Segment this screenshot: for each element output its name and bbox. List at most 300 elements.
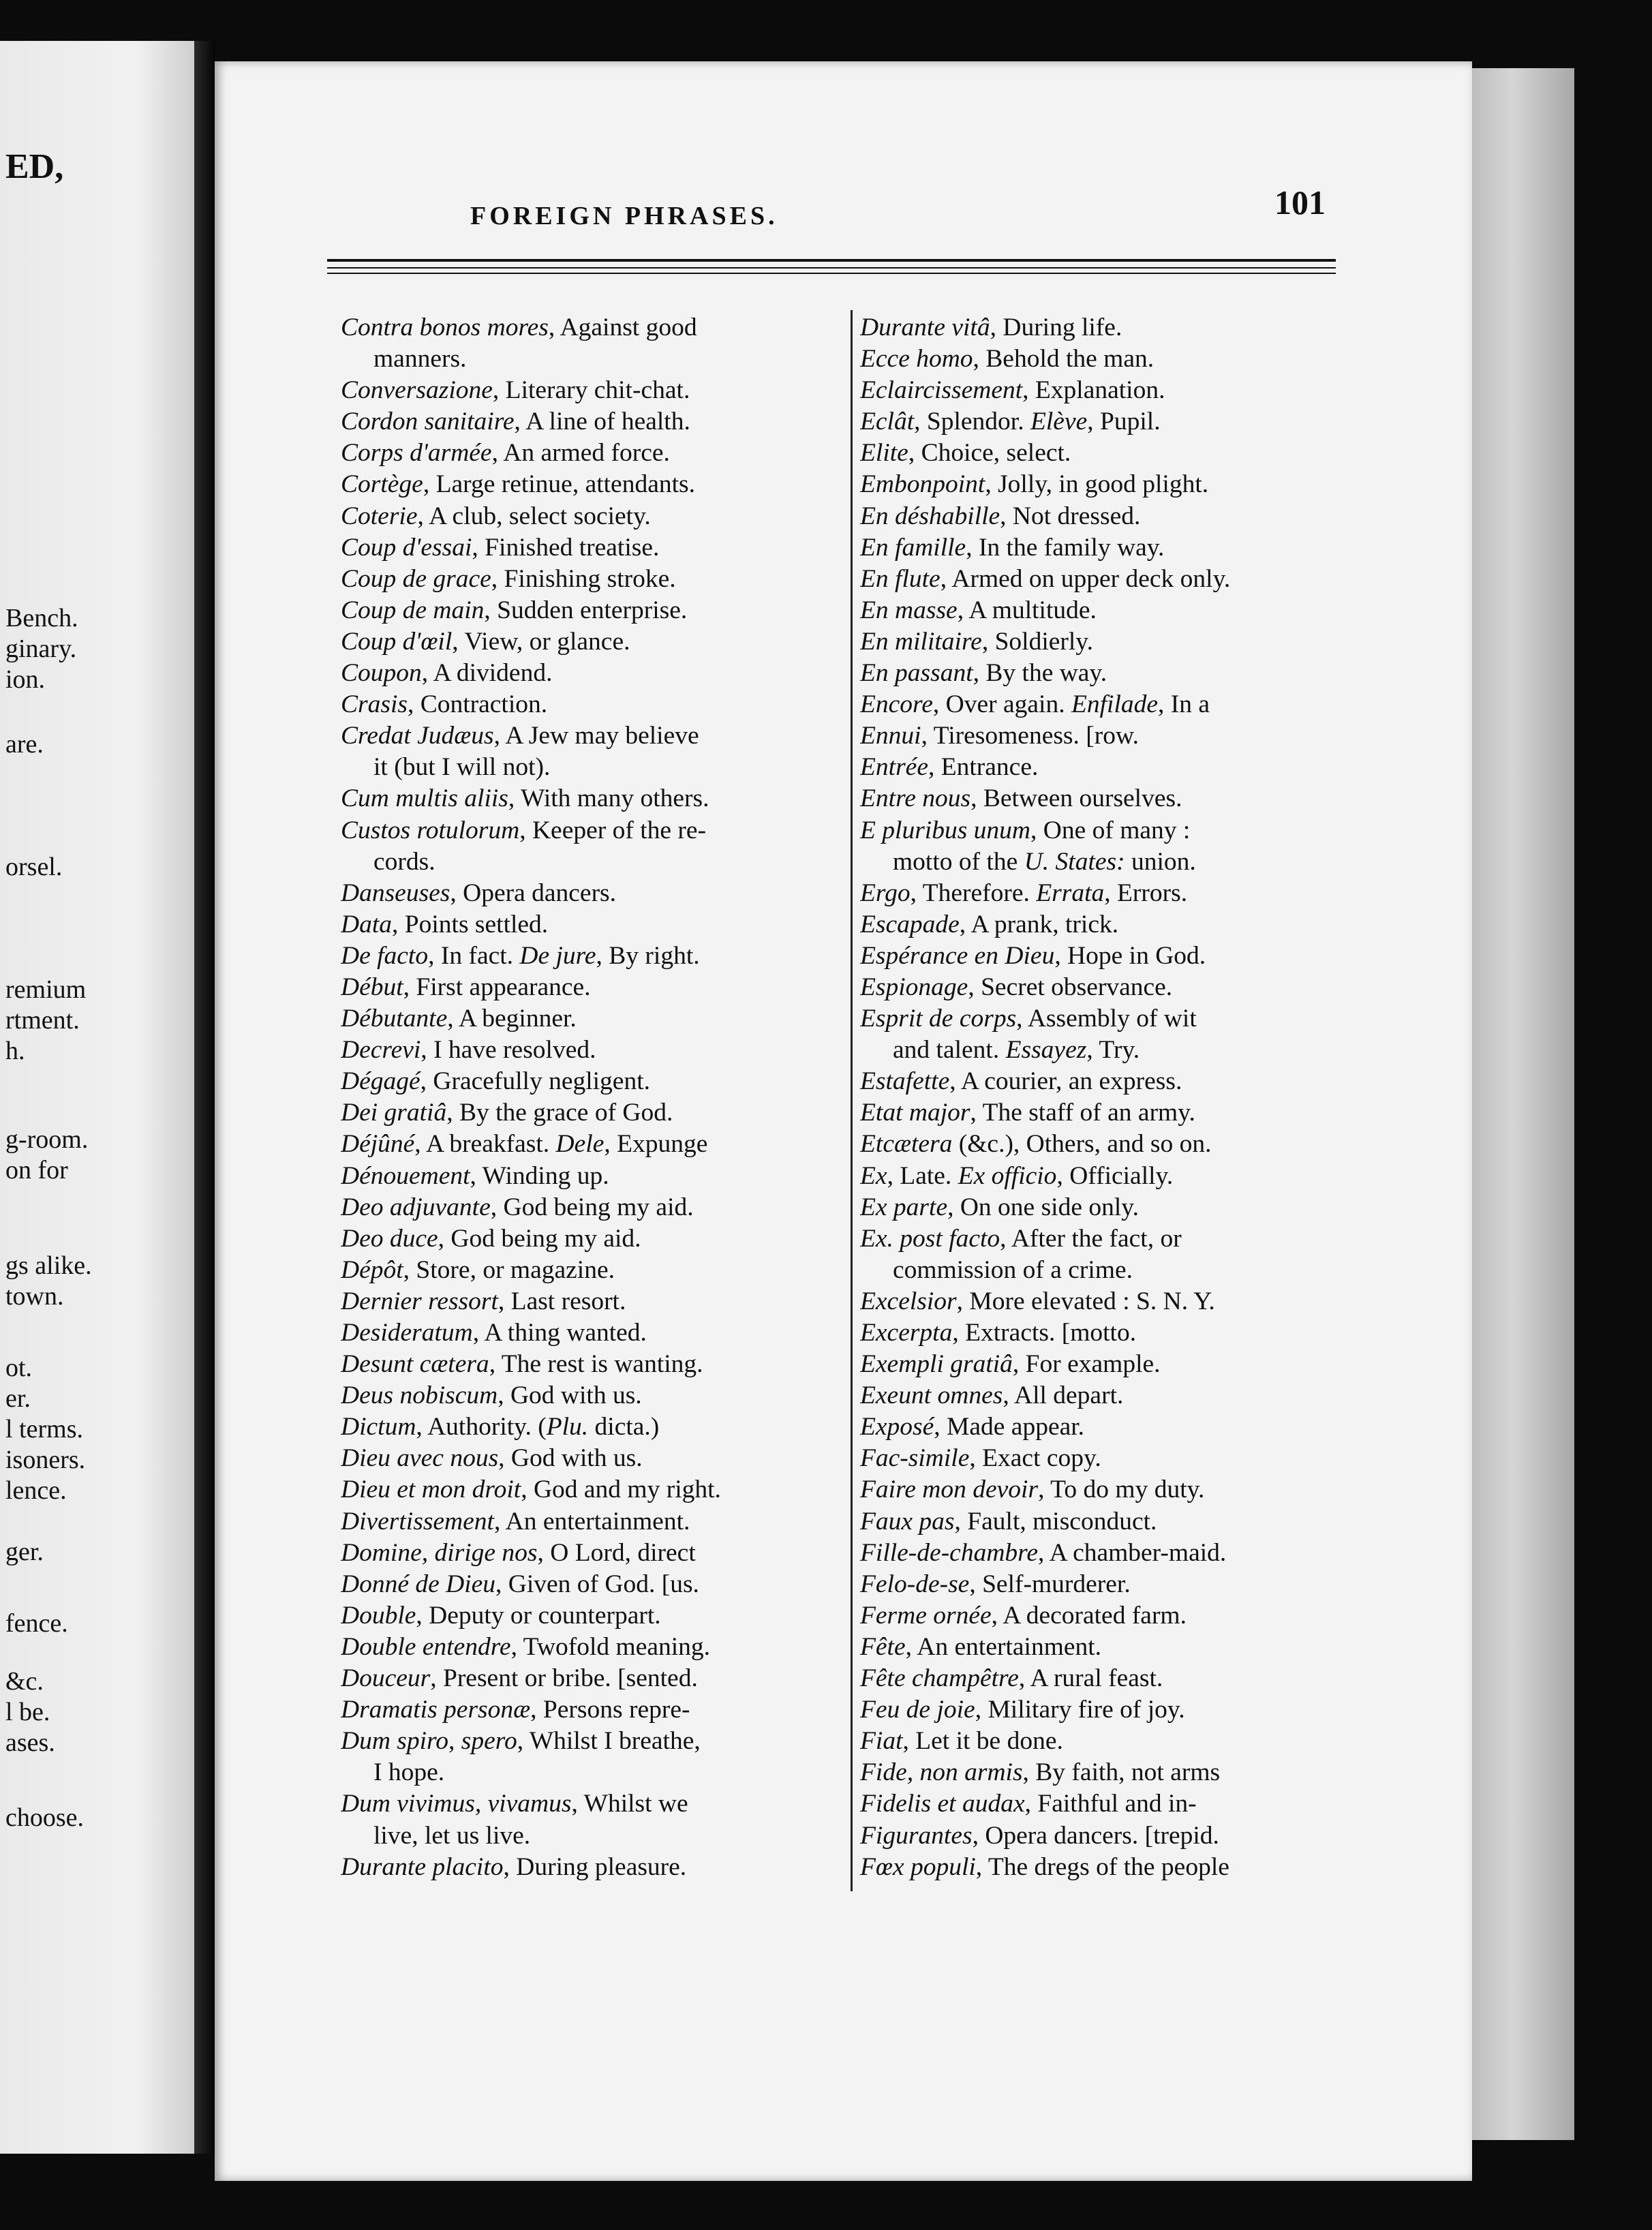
dictionary-entry — [341, 1255, 862, 1286]
entry-term: Dégagé — [341, 1067, 420, 1096]
entry-definition: , A line of health. — [514, 408, 690, 436]
dictionary-entry — [341, 783, 862, 814]
entry-definition: , Faithful and in- — [1024, 1790, 1197, 1818]
entry-term: Dei gratiâ — [341, 1099, 447, 1127]
dictionary-entry — [860, 1600, 1378, 1632]
entry-definition: , The rest is wanting. — [489, 1350, 703, 1379]
entry-term: Exeunt omnes — [860, 1381, 1003, 1410]
facing-page-fragment: orsel. — [5, 853, 63, 881]
entry-term: Feu de joie — [860, 1696, 975, 1724]
entry-term: Ergo — [860, 879, 911, 907]
entry-definition: , Opera dancers. [trepid. — [972, 1821, 1219, 1850]
dictionary-entry — [860, 846, 1378, 878]
entry-definition: , Persons repre- — [530, 1696, 690, 1724]
entry-term: Dele — [555, 1130, 605, 1159]
dictionary-entry — [860, 375, 1378, 406]
entry-term: Escapade — [860, 910, 960, 938]
entry-term: Dramatis personæ — [341, 1696, 531, 1724]
left-column — [341, 312, 862, 1883]
entry-definition: , A decorated farm. — [991, 1601, 1187, 1630]
header-rule — [327, 259, 1336, 262]
dictionary-entry — [860, 1569, 1378, 1600]
entry-term: Donné de Dieu — [341, 1570, 496, 1598]
entry-term: Errata — [1036, 879, 1105, 907]
entry-definition: , God with us. — [498, 1444, 643, 1473]
entry-term: Fiat — [860, 1727, 903, 1756]
entry-definition: , A Jew may believe — [493, 722, 699, 750]
entry-term: En masse — [860, 596, 958, 624]
entry-definition: , Behold the man. — [973, 345, 1154, 373]
dictionary-entry — [341, 1223, 862, 1255]
facing-page-fragment: ion. — [5, 665, 46, 694]
entry-term: Etcætera — [860, 1130, 953, 1159]
entry-definition: , Self-murderer. — [969, 1570, 1131, 1598]
entry-definition: , Contraction. — [407, 690, 548, 719]
entry-definition: , God being my aid. — [490, 1193, 694, 1221]
facing-page-fragment: gs alike. — [5, 1251, 92, 1280]
dictionary-entry — [341, 564, 862, 595]
entry-term: Dieu avec nous — [341, 1444, 499, 1473]
entry-definition: (&c.), Others, and so on. — [952, 1130, 1212, 1159]
dictionary-entry — [860, 658, 1378, 689]
entry-definition: , Between ourselves. — [970, 784, 1182, 813]
dictionary-entry — [341, 1600, 862, 1632]
entry-term: Entre nous — [860, 784, 971, 813]
entry-term: Deo duce — [341, 1224, 438, 1253]
entry-term: Dépôt — [341, 1255, 403, 1284]
entry-definition: , Soldierly. — [981, 627, 1093, 656]
entry-term: En famille — [860, 533, 966, 562]
entry-definition: , With many others. — [508, 784, 709, 813]
book-gutter — [194, 41, 215, 2154]
entry-definition: , Armed on upper deck only. — [940, 564, 1231, 593]
entry-term: Fille-de-chambre — [860, 1538, 1038, 1567]
entry-term: Contra bonos mores — [341, 314, 549, 341]
entry-definition: , Large retinue, attendants. — [423, 470, 695, 499]
entry-definition: , Explanation. — [1022, 376, 1165, 405]
entry-term: Coup de grace — [341, 564, 491, 593]
entry-term: Danseuses — [341, 879, 450, 907]
facing-page-fragment: rtment. — [5, 1006, 80, 1035]
dictionary-entry — [860, 815, 1378, 846]
facing-page-fragment: h. — [5, 1037, 25, 1065]
entry-definition: , A courier, an express. — [949, 1067, 1182, 1096]
entry-term: De jure — [519, 941, 596, 970]
dictionary-entry — [341, 689, 862, 720]
entry-definition: , The staff of an army. — [970, 1099, 1195, 1127]
dictionary-entry — [860, 343, 1378, 375]
entry-definition: live, let us live. — [373, 1821, 531, 1850]
entry-definition: , Deputy or counterpart. — [416, 1601, 661, 1630]
entry-definition: , By the way. — [973, 659, 1107, 688]
entry-definition: , Military fire of joy. — [975, 1696, 1185, 1724]
entry-term: Cordon sanitaire — [341, 408, 515, 436]
entry-definition: , After the fact, or — [1000, 1224, 1182, 1253]
entry-definition: it (but I will not). — [373, 753, 551, 782]
entry-term: Credat Judæus — [341, 722, 494, 750]
entry-term: Dernier ressort — [341, 1287, 498, 1315]
entry-definition: , Last resort. — [498, 1287, 626, 1315]
entry-term: Deus nobiscum — [341, 1381, 498, 1410]
entry-definition: I hope. — [373, 1758, 445, 1787]
entry-definition: , A chamber-maid. — [1038, 1538, 1227, 1567]
dictionary-entry — [341, 595, 862, 626]
entry-term: Ex. post facto — [860, 1224, 1000, 1253]
entry-term: Divertissement — [341, 1507, 494, 1536]
dictionary-entry — [341, 1161, 862, 1192]
dictionary-entry — [341, 720, 862, 752]
dictionary-entry — [860, 1726, 1378, 1757]
dictionary-entry — [341, 501, 862, 532]
entry-definition: , Assembly of wit — [1016, 1005, 1197, 1033]
entry-term: Dénouement — [341, 1161, 470, 1190]
entry-definition: , Whilst we — [571, 1790, 688, 1818]
entry-definition: , First appearance. — [403, 973, 591, 1001]
entry-term: Espérance en Dieu — [860, 941, 1055, 970]
dictionary-entry — [860, 1129, 1378, 1160]
entry-term: Conversazione — [341, 376, 493, 405]
entry-definition: , An entertainment. — [905, 1632, 1102, 1661]
entry-definition: , One of many : — [1030, 816, 1191, 844]
dictionary-entry — [341, 626, 862, 658]
dictionary-entry — [341, 752, 862, 783]
entry-definition: , Let it be done. — [902, 1727, 1063, 1756]
dictionary-entry — [860, 1411, 1378, 1443]
dictionary-entry — [860, 1286, 1378, 1317]
facing-page-fragment: er. — [5, 1384, 31, 1413]
dictionary-entry — [341, 1820, 862, 1852]
entry-term: Domine, dirige nos — [341, 1538, 538, 1567]
dictionary-entry — [860, 1443, 1378, 1474]
entry-definition: , Errors. — [1104, 879, 1188, 907]
facing-page-fragment: l be. — [5, 1698, 50, 1726]
facing-page — [0, 41, 194, 2154]
entry-definition: , Made appear. — [934, 1413, 1085, 1441]
dictionary-entry — [341, 658, 862, 689]
entry-definition: , Pupil. — [1087, 408, 1161, 436]
entry-term: Exposé — [860, 1413, 934, 1441]
entry-term: En passant — [860, 659, 973, 688]
entry-term: Esprit de corps — [860, 1005, 1017, 1033]
entry-term: Figurantes — [860, 1821, 973, 1850]
entry-term: Elève — [1030, 408, 1088, 436]
entry-definition: , Winding up. — [470, 1161, 609, 1190]
dictionary-entry — [860, 1694, 1378, 1726]
dictionary-entry — [860, 909, 1378, 941]
entry-definition: , Exact copy. — [969, 1444, 1101, 1473]
dictionary-entry — [341, 1852, 862, 1883]
entry-term: Corps d'armée — [341, 439, 492, 468]
dictionary-entry — [860, 564, 1378, 595]
dictionary-entry — [860, 1852, 1378, 1883]
entry-definition: , An entertainment. — [493, 1507, 690, 1536]
dictionary-entry — [860, 469, 1378, 500]
dictionary-entry — [341, 1757, 862, 1788]
dictionary-entry — [341, 1097, 862, 1129]
dictionary-entry — [860, 1788, 1378, 1820]
entry-term: Coterie — [341, 502, 418, 530]
dictionary-entry — [341, 1663, 862, 1694]
entry-definition: , A breakfast. — [414, 1130, 556, 1159]
dictionary-entry — [341, 375, 862, 406]
entry-term: Double — [341, 1601, 416, 1630]
dictionary-entry — [860, 783, 1378, 814]
entry-term: Excelsior — [860, 1287, 957, 1315]
dictionary-entry — [341, 312, 862, 343]
entry-term: Coupon — [341, 659, 422, 688]
dictionary-entry — [341, 1538, 862, 1569]
entry-definition: , Over again. — [932, 690, 1071, 719]
facing-page-fragment: g-room. — [5, 1125, 89, 1154]
dictionary-entry — [341, 1317, 862, 1349]
dictionary-entry — [860, 1538, 1378, 1569]
dictionary-entry — [341, 846, 862, 878]
entry-term: Entrée — [860, 753, 928, 782]
entry-definition: , A club, select society. — [417, 502, 651, 530]
entry-definition: , I have resolved. — [420, 1036, 596, 1065]
dictionary-entry — [860, 532, 1378, 564]
entry-definition: , Expunge — [604, 1130, 708, 1159]
entry-definition: , Officially. — [1056, 1161, 1174, 1190]
entry-term: Cortège — [341, 470, 423, 499]
dictionary-entry — [341, 972, 862, 1003]
entry-term: Fac-simile — [860, 1444, 970, 1473]
entry-definition: , Therefore. — [910, 879, 1037, 907]
entry-definition: , Finishing stroke. — [491, 564, 676, 593]
dictionary-entry — [341, 1726, 862, 1757]
entry-term: Desunt cætera — [341, 1350, 489, 1379]
entry-term: Douceur — [341, 1664, 431, 1693]
dictionary-entry — [341, 1129, 862, 1160]
entry-term: Embonpoint — [860, 470, 985, 499]
entry-definition: , Late. — [887, 1161, 958, 1190]
entry-definition: , By faith, not arms — [1022, 1758, 1221, 1787]
entry-term: Ex officio — [958, 1161, 1057, 1190]
entry-definition: , Entrance. — [928, 753, 1039, 782]
entry-definition: , Extracts. [motto. — [952, 1319, 1137, 1347]
dictionary-entry — [341, 909, 862, 941]
facing-page-fragment: ED, — [5, 147, 64, 186]
entry-definition: , Points settled. — [392, 910, 549, 938]
dictionary-entry — [860, 941, 1378, 972]
entry-definition: cords. — [373, 847, 435, 876]
dictionary-entry — [860, 1820, 1378, 1852]
entry-definition: , View, or glance. — [452, 627, 630, 656]
dictionary-entry — [341, 1003, 862, 1035]
entry-definition: , Literary chit-chat. — [492, 376, 690, 405]
entry-definition: , By the grace of God. — [446, 1099, 673, 1127]
dictionary-entry — [860, 1632, 1378, 1663]
dictionary-entry — [860, 626, 1378, 658]
column-divider — [851, 310, 853, 1891]
dictionary-entry — [860, 1192, 1378, 1223]
entry-term: Dieu et mon droit — [341, 1476, 521, 1504]
entry-definition: , Present or bribe. [sented. — [430, 1664, 698, 1693]
facing-page-fragment: ases. — [5, 1728, 55, 1757]
dictionary-entry — [341, 815, 862, 846]
entry-term: Fœx populi — [860, 1852, 976, 1881]
entry-term: Etat major — [860, 1099, 970, 1127]
dictionary-entry — [860, 312, 1378, 343]
entry-term: Espionage — [860, 973, 968, 1001]
entry-definition: , In the family way. — [966, 533, 1165, 562]
dictionary-entry — [860, 1161, 1378, 1192]
entry-definition: , Against good — [548, 314, 697, 341]
dictionary-entry — [860, 1663, 1378, 1694]
dictionary-entry — [860, 1066, 1378, 1097]
entry-definition: , By right. — [596, 941, 700, 970]
entry-term: U. States: — [1024, 847, 1125, 876]
entry-definition: , To do my duty. — [1038, 1476, 1205, 1504]
entry-definition: , Twofold meaning. — [510, 1632, 711, 1661]
header-rule — [327, 273, 1336, 274]
entry-term: Crasis — [341, 690, 408, 719]
entry-term: Fidelis et audax — [860, 1790, 1025, 1818]
entry-definition: , A dividend. — [421, 659, 553, 688]
entry-term: Ferme ornée — [860, 1601, 992, 1630]
entry-term: Decrevi — [341, 1036, 421, 1065]
facing-page-fragment: &c. — [5, 1667, 44, 1696]
entry-definition: , Not dressed. — [1000, 502, 1141, 530]
dictionary-entry — [341, 1380, 862, 1411]
facing-page-fragment: ginary. — [5, 635, 77, 663]
entry-definition: , God with us. — [498, 1381, 642, 1410]
entry-term: Double entendre — [341, 1632, 511, 1661]
entry-definition: , Jolly, in good plight. — [985, 470, 1209, 499]
entry-definition: , An armed force. — [491, 439, 670, 468]
dictionary-entry — [860, 1255, 1378, 1286]
entry-term: Exempli gratiâ — [860, 1350, 1013, 1379]
dictionary-entry — [860, 1474, 1378, 1506]
dictionary-entry — [341, 1066, 862, 1097]
entry-term: Encore — [860, 690, 933, 719]
dictionary-entry — [341, 1443, 862, 1474]
dictionary-entry — [860, 406, 1378, 438]
dictionary-entry — [860, 1506, 1378, 1538]
entry-term: Dum vivimus, vivamus — [341, 1790, 572, 1818]
entry-definition: , Store, or magazine. — [403, 1255, 615, 1284]
dictionary-entry — [860, 972, 1378, 1003]
entry-term: Felo-de-se — [860, 1570, 970, 1598]
entry-term: Début — [341, 973, 403, 1001]
dictionary-entry — [341, 1694, 862, 1726]
entry-definition: , A multitude. — [957, 596, 1097, 624]
entry-definition: , Gracefully negligent. — [420, 1067, 650, 1096]
entry-term: En flute — [860, 564, 940, 593]
facing-page-fragment: on for — [5, 1156, 68, 1185]
dictionary-entry — [860, 689, 1378, 720]
entry-definition: , Secret observance. — [968, 973, 1173, 1001]
facing-page-fragment: Bench. — [5, 604, 78, 632]
dictionary-entry — [341, 343, 862, 375]
entry-term: Eclaircissement — [860, 376, 1023, 405]
entry-term: Coup de main — [341, 596, 485, 624]
entry-definition: , Choice, select. — [908, 439, 1071, 468]
entry-term: Enfilade — [1071, 690, 1159, 719]
entry-definition: , God and my right. — [521, 1476, 721, 1504]
entry-definition: , Try. — [1086, 1036, 1140, 1065]
entry-term: Durante vitâ — [860, 314, 990, 341]
entry-term: Déjûné — [341, 1130, 415, 1159]
entry-definition: , In a — [1158, 690, 1210, 719]
entry-term: De facto — [341, 941, 429, 970]
entry-term: Dum spiro, spero — [341, 1727, 517, 1756]
dictionary-entry — [341, 1411, 862, 1443]
right-column — [860, 312, 1378, 1883]
page-edges — [1472, 68, 1574, 2140]
entry-term: Elite — [860, 439, 908, 468]
entry-term: Plu. — [546, 1413, 589, 1441]
entry-term: Estafette — [860, 1067, 950, 1096]
entry-definition: , Whilst I breathe, — [517, 1727, 701, 1756]
entry-term: Ecce homo — [860, 345, 973, 373]
entry-definition: , In fact. — [428, 941, 520, 970]
facing-page-fragment: lence. — [5, 1476, 67, 1505]
entry-definition: , A beginner. — [447, 1005, 577, 1033]
entry-definition: , Hope in God. — [1054, 941, 1206, 970]
facing-page-fragment: remium — [5, 975, 87, 1004]
facing-page-fragment: ger. — [5, 1538, 44, 1566]
dictionary-entry — [341, 1569, 862, 1600]
dictionary-entry — [341, 438, 862, 469]
entry-term: Fête champêtre — [860, 1664, 1019, 1693]
dictionary-entry — [860, 1757, 1378, 1788]
entry-term: Ex parte — [860, 1193, 948, 1221]
facing-page-fragment: isoners. — [5, 1446, 86, 1474]
dictionary-entry — [860, 1003, 1378, 1035]
entry-definition: union. — [1125, 847, 1196, 876]
dictionary-entry — [341, 1192, 862, 1223]
dictionary-entry — [341, 532, 862, 564]
running-head: FOREIGN PHRASES. — [470, 202, 778, 230]
entry-definition: , During life. — [990, 314, 1122, 341]
dictionary-entry — [860, 438, 1378, 469]
entry-definition: , Fault, misconduct. — [954, 1507, 1157, 1536]
dictionary-entry — [860, 1380, 1378, 1411]
entry-term: Fide, non armis — [860, 1758, 1023, 1787]
dictionary-entry — [860, 1097, 1378, 1129]
entry-definition: , All depart. — [1003, 1381, 1124, 1410]
entry-definition: , On one side only. — [947, 1193, 1139, 1221]
entry-definition: , Authority. ( — [416, 1413, 547, 1441]
entry-definition: commission of a crime. — [893, 1255, 1133, 1284]
entry-definition: , For example. — [1012, 1350, 1161, 1379]
entry-term: Essayez — [1005, 1036, 1087, 1065]
entry-definition: , Finished treatise. — [472, 533, 660, 562]
entry-term: Fête — [860, 1632, 906, 1661]
entry-definition: , God being my aid. — [438, 1224, 641, 1253]
dictionary-entry — [341, 1632, 862, 1663]
entry-definition: , More elevated : S. N. Y. — [956, 1287, 1215, 1315]
facing-page-fragment: l terms. — [5, 1415, 83, 1444]
entry-definition: , Tiresomeness. [row. — [921, 722, 1139, 750]
dictionary-entry — [341, 878, 862, 909]
entry-definition: , The dregs of the people — [975, 1852, 1229, 1881]
facing-page-fragment: fence. — [5, 1609, 68, 1638]
entry-term: Custos rotulorum — [341, 816, 520, 844]
entry-definition: , O Lord, direct — [537, 1538, 696, 1567]
dictionary-entry — [860, 752, 1378, 783]
entry-definition: , During pleasure. — [503, 1852, 687, 1881]
entry-term: En déshabille — [860, 502, 1000, 530]
entry-term: Eclât — [860, 408, 915, 436]
dictionary-entry — [341, 1474, 862, 1506]
entry-term: Cum multis aliis — [341, 784, 508, 813]
entry-term: Débutante — [341, 1005, 448, 1033]
entry-term: Ennui — [860, 722, 921, 750]
page-number: 101 — [1274, 183, 1326, 222]
dictionary-entry — [341, 406, 862, 438]
